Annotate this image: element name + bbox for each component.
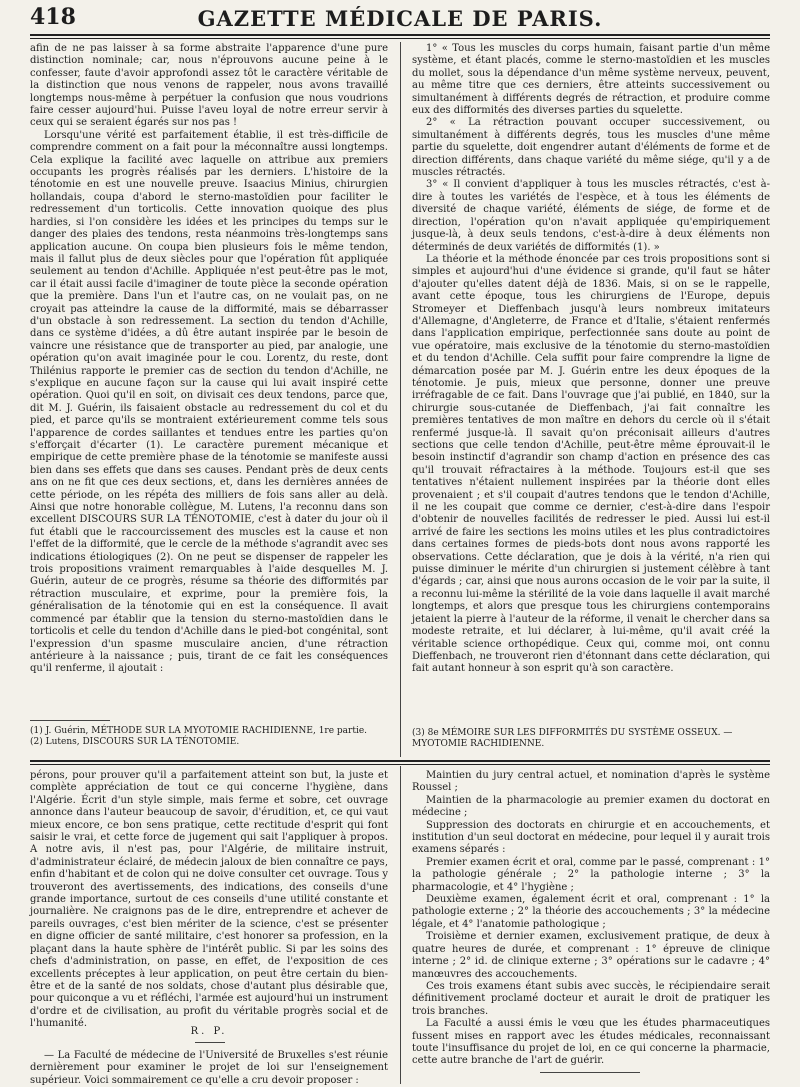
list-item: Maintien du jury central actuel, et nomination d'après le système Roussel ; [412, 770, 770, 794]
footnote: (3) 8e MÉMOIRE SUR LES DIFFORMITÉS DU SYSTÈME OSSEUX. — MYOTOMIE RACHIDIENNE. [412, 728, 733, 749]
list-item: Maintien de la pharmacologie au premier examen du doctorat en médecine ; [412, 794, 770, 819]
paragraph: La théorie et la méthode énoncée par ces trois propositions sont si simples et aujourd'hui d'une évidence si grande, qu'il faut se hâter d'ajouter qu'elles datent déjà de 1836. Mais, si on se le rappelle, avant cette époque, tous les chirurgiens de l'Europe, depuis Stromeyer et Dieffenbach jusqu'à leurs nombreux imitateurs d'Allemagne, d'Angleterre, de France et d'Italie, s'étaient renfermés dans l'application empirique, perfectionnée sans doute au point de vue opératoire, mais exclusive de la ténotomie du sterno-mastoïdien et du tendon d'Achille. Cela suffit pour faire comprendre la ligne de démarcation posée par M. J. Guérin entre les deux époques de la ténotomie. Je puis, mieux que personne, donner une preuve irréfragable de ce fait. Dans l'ouvrage que j'ai publié, en 1840, sur la chirurgie sous-cutanée de Dieffenbach, j'ai fait connaître les premières tentatives de mon maître en dehors du cercle où il s'était renfermé jusque-là. Il savait qu'on préconisait ailleurs d'autres sections que celle tendon d'Achille, peut-être même éprouvait-il le besoin instinctif d'agrandir son champ d'action en présence des cas qu'il trouvait réfractaires à la méthode. Toujours est-il que ses tentatives n'étaient nullement inspirées par la théorie dont elles provenaient ; et s'il coupait d'autres tendons que le tendon d'Achille, il ne les coupait que comme ce dernier, c'est-à-dire dans l'espoir d'obtenir de nouvelles facilités de redresser le pied. Aussi lui est-il arrivé de faire les sections les moins utiles et les plus contradictoires dans certaines formes de pieds-bots dont nous avons rapporté les observations. Cette déclaration, que je dois à la vérité, n'a rien qui puisse diminuer le mérite d'un chirurgien si justement célèbre à tant d'égards ; car, ainsi que nous aurons occasion de le voir par la suite, il a reconnu lui-même la stérilité de la voie dans laquelle il avait marché longtemps, et alors que presque tous les chirurgiens contemporains jetaient la pierre à l'auteur de la réforme, il venait le chercher dans sa modeste retraite, et lui déclarer, à lui-même, qu'il avait créé la véritable science orthopédique. Ceux qui, comme moi, ont connu Dieffenbach, ne trouveront rien d'étonnant dans cette déclaration, qui fait autant honneur à son esprit qu'à son caractère. [412, 253, 770, 675]
list-item: Premier examen écrit et oral, comme par le passé, comprenant : 1° la pathologie générale ; 2° la pathologie interne ; 3° la pharmacologie, et 4° l'hygiène ; [412, 856, 770, 893]
footnote: (1) J. Guérin, MÉTHODE SUR LA MYOTOMIE RACHIDIENNE, 1re partie. [30, 726, 368, 736]
end-rule [540, 1072, 640, 1073]
list-item: Ces trois examens étant subis avec succès, le récipiendaire serait définitivement proclamé docteur et aurait le droit de pratiquer les trois branches. [412, 980, 770, 1017]
news-column-right [412, 770, 770, 1066]
footnote-rule [30, 720, 110, 721]
list-item: Deuxième examen, également écrit et oral, comprenant : 1° la pathologie externe ; 2° la théorie des accouchements ; 3° la médecine légale, et 4° l'anatomie pathologique ; [412, 894, 770, 930]
page-header [30, 4, 770, 32]
list-item: Suppression des doctorats en chirurgie et en accouchements, et institution d'un seul doctorat en médecine, pour lequel il y aurait trois examens séparés : [412, 819, 770, 856]
header-rule-thin [30, 38, 770, 39]
list-item: La Faculté a aussi émis le vœu que les études pharmaceutiques fussent mises en rapport avec les études médicales, reconnaissant toute l'insuffisance du projet de loi, en ce qui concerne la pharmacie, cette autre branche de l'art de guérir. [412, 1018, 770, 1067]
signature: R. P. [190, 1026, 228, 1037]
list-item: Troisième et dernier examen, exclusivement pratique, de deux à quatre heures de durée, et comprenant : 1° épreuve de clinique interne ; 2° id. de clinique externe ; 3° opérations sur le cadavre ; 4° manœuvres des accouchements. [412, 931, 770, 980]
section-rule [30, 760, 770, 762]
article-column-right [412, 43, 770, 703]
proposition-3: 3° « Il convient d'appliquer à tous les muscles rétractés, c'est à-dire à toutes les variétés de l'espèce, et à tous les éléments de diversité de chaque variété, éléments de siége, de forme et de direction, l'opération qu'on n'avait appliquée qu'empiriquement jusque-là, à deux seuls tendons, c'est-à-dire à deux éléments non déterminés de deux variétés de difformités (1). » [412, 179, 770, 253]
column-divider-bottom [400, 766, 401, 1084]
paragraph: — La Faculté de médecine de l'Université de Bruxelles s'est réunie dernièrement pour examiner le projet de loi sur l'enseignement supérieur. Voici sommairement ce qu'elle a cru devoir proposer : [30, 1050, 388, 1086]
proposition-2: 2° « La rétraction pouvant occuper successivement, ou simultanément à différents degrés, tous les muscles d'une même partie du squelette, doit engendrer autant d'éléments de forme et de direction différents, dans chaque variété du même siége, qu'il y a de muscles rétractés. [412, 117, 770, 179]
separator-rule [195, 1042, 225, 1043]
footnotes-right [412, 728, 770, 750]
footnotes-left [30, 726, 390, 748]
footnote: (2) Lutens, DISCOURS SUR LA TÉNOTOMIE. [30, 737, 240, 747]
paragraph: pérons, pour prouver qu'il a parfaitement atteint son but, la juste et complète appréciation de tout ce qui concerne l'hygiène, dans l'Algérie. Écrit d'un style simple, mais ferme et sobre, cet ouvrage annonce dans l'auteur beaucoup de savoir, d'érudition, et, ce qui vaut mieux encore, ce bon sens pratique, cette rectitude d'esprit qui font saisir le vrai, et cette force de jugement qui sait l'appliquer à propos. A notre avis, il n'est pas, pour l'Algérie, de militaire instruit, d'administrateur éclairé, de médecin jaloux de bien connaître ce pays, enfin d'habitant et de colon qui ne doive consulter cet ouvrage. Tous y trouveront des avertissements, des indications, des conseils d'une grande importance, surtout de ces conseils d'une utilité constante et journalière. Ne craignons pas de le dire, entreprendre et achever de pareils ouvrages, c'est bien mériter de la science, c'est se présenter en digne officier de santé militaire, c'est honorer sa profession, en la plaçant dans la haute sphère de l'intérêt public. Si par les soins des chefs d'administration, on passe, en effet, de l'exposition de ces excellents préceptes à leur application, on peut être certain du bien-être et de la santé de nos soldats, chose d'autant plus désirable que, pour quiconque a vu et réfléchi, l'armée est aujourd'hui un instrument d'ordre et de civilisation, au profit du véritable progrès social et de l'humanité. [30, 770, 388, 1030]
proposition-1: 1° « Tous les muscles du corps humain, faisant partie d'un même système, et étant placés, comme le sterno-mastoïdien et les muscles du mollet, sous la dépendance d'un même système nerveux, peuvent, au même titre que ces derniers, être atteints successivement ou simultanément à différents degrés de rétraction, et produire comme eux des difformités des diverses parties du squelette. [412, 43, 770, 117]
paragraph: Lorsqu'une vérité est parfaitement établie, il est très-difficile de comprendre comment on a fait pour la méconnaître aussi longtemps. Cela explique la facilité avec laquelle on attribue aux premiers occupants les progrès réalisés par les derniers. L'histoire de la ténotomie en est une nouvelle preuve. Isaacius Minius, chirurgien hollandais, coupa d'abord le sterno-mastoïdien pour faciliter le redressement d'un torticolis. Cette innovation quoique des plus hardies, si l'on considère les idées et les principes du temps sur le danger des plaies des tendons, resta néanmoins très-longtemps sans application aucune. On coupa bien plusieurs fois le même tendon, mais il fallut plus de deux siècles pour que l'opération fût appliquée seulement au tendon d'Achille. Appliquée n'est peut-être pas le mot, car il était aussi facile d'imaginer de toute pièce la seconde opération que la première. Dans l'un et l'autre cas, on ne voulait pas, on ne croyait pas atteindre la cause de la difformité, mais se débarrasser d'un obstacle à son redressement. La section du tendon d'Achille, dans ce système d'idées, a dû être autant inspirée par le besoin de vaincre une résistance que de transporter au pied, par analogie, une opération qu'on avait imaginée pour le cou. Lorentz, du reste, dont Thilénius rapporte le premier cas de section du tendon d'Achille, ne s'explique en aucune façon sur la cause qui lui avait inspiré cette opération. Quoi qu'il en soit, on divisait ces deux tendons, parce que, dit M. J. Guérin, ils faisaient obstacle au redressement du col et du pied, et parce qu'ils se montraient extérieurement comme tels sous l'apparence de cordes saillantes et tendues entre les parties qu'on s'efforçait d'écarter (1). Le caractère purement mécanique et empirique de cette première phase de la ténotomie se manifeste aussi bien dans ses effets que dans ses causes. Pendant près de deux cents ans on ne fit que ces deux sections, et, dans les dernières années de cette période, on les répéta des milliers de fois sans aller au delà. Ainsi que notre honorable collègue, M. Lutens, l'a reconnu dans son excellent DISCOURS SUR LA TÉNOTOMIE, c'est à dater du jour où il fut établi que le raccourcissement des muscles est la cause et non l'effet de la difformité, que le cercle de la méthode s'agrandit avec ses indications étiologiques (2). On ne peut se dispenser de rappeler les trois propositions vraiment remarquables à l'aide desquelles M. J. Guérin, auteur de ce progrès, résume sa théorie des difformités par rétraction musculaire, et exprime, pour la première fois, la généralisation de la ténotomie qui en est la conséquence. Il avait commencé par établir que la tension du sterno-mastoïdien dans le torticolis et celle du tendon d'Achille dans le pied-bot congénital, sont l'expression d'un spasme musculaire ancien, d'une rétraction antérieure à la naissance ; puis, tirant de ce fait les conséquences qu'il renferme, il ajoutait : [30, 129, 388, 675]
section-rule-thin [30, 764, 770, 765]
paragraph: afin de ne pas laisser à sa forme abstraite l'apparence d'une pure distinction nominale; car, nous n'éprouvons aucune peine à le confesser, faute d'avoir approfondi assez tôt le caractère véritable de la distinction que nous venons de rappeler, nous avons travaillé longtemps nous-même à perpétuer la confusion que nous voudrions faire cesser aujourd'hui. Puisse l'aveu loyal de notre erreur servir à ceux qui se seraient égarés sur nos pas ! [30, 43, 388, 129]
review-column-left [30, 770, 388, 1030]
news-item-left [30, 1050, 388, 1084]
page-number: 418 [30, 4, 76, 30]
header-rule [30, 34, 770, 36]
column-divider [400, 42, 401, 757]
article-column-left [30, 43, 388, 703]
journal-title: GAZETTE MÉDICALE DE PARIS. [197, 6, 603, 31]
